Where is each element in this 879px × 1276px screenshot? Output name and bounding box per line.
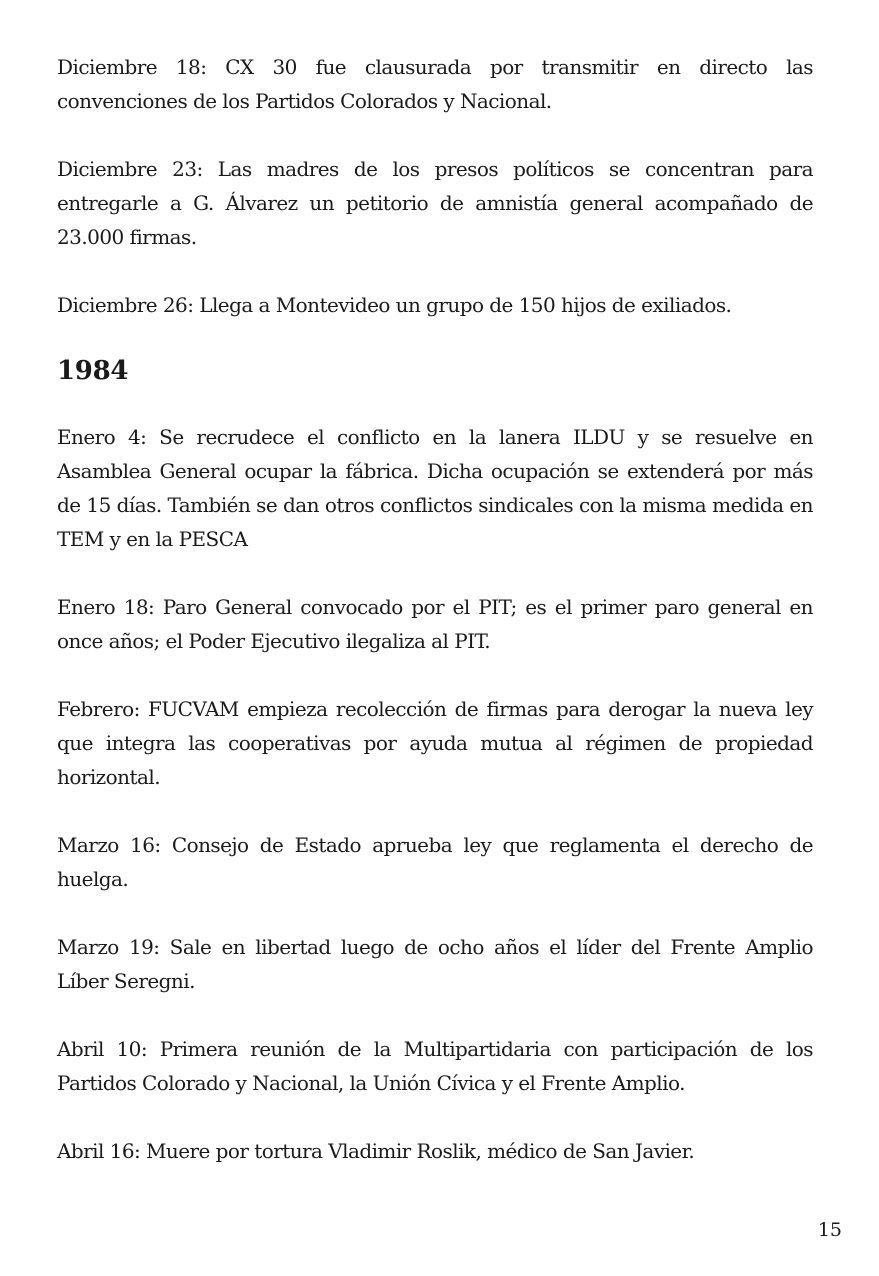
- chronology-entry: Enero 18: Paro General convocado por el PIT; es el primer paro general en once años; el Poder Ejecutivo ilegaliza al PIT.: [57, 595, 813, 653]
- chronology-entry: Abril 10: Primera reunión de la Multipartidaria con participación de los Partidos Colorado y Nacional, la Unión Cívica y el Frente Amplio.: [57, 1037, 813, 1095]
- page-number: 15: [817, 1219, 842, 1241]
- chronology-entry: Diciembre 18: CX 30 fue clausurada por transmitir en directo las convenciones de los Partidos Colorados y Nacional.: [57, 55, 813, 113]
- chronology-entry: Diciembre 23: Las madres de los presos políticos se concentran para entregarle a G. Álvarez un petitorio de amnistía general acompañado de 23.000 firmas.: [57, 157, 813, 249]
- chronology-entry: Marzo 16: Consejo de Estado aprueba ley que reglamenta el derecho de huelga.: [57, 833, 813, 891]
- chronology-entry: Febrero: FUCVAM empieza recolección de firmas para derogar la nueva ley que integra las cooperativas por ayuda mutua al régimen de propiedad horizontal.: [57, 697, 813, 789]
- chronology-entry: Marzo 19: Sale en libertad luego de ocho años el líder del Frente Amplio Líber Seregni.: [57, 935, 813, 993]
- chronology-entry: Abril 16: Muere por tortura Vladimir Roslik, médico de San Javier.: [57, 1139, 695, 1163]
- chronology-entry: Enero 4: Se recrudece el conflicto en la lanera ILDU y se resuelve en Asamblea General ocupar la fábrica. Dicha ocupación se extenderá por más de 15 días. También se dan otros conflictos sindicales con la misma medida en TEM y en la PESCA: [57, 425, 813, 551]
- page-body: [57, 50, 813, 1168]
- chronology-entry: Diciembre 26: Llega a Montevideo un grupo de 150 hijos de exiliados.: [57, 293, 732, 317]
- year-heading: 1984: [57, 356, 129, 386]
